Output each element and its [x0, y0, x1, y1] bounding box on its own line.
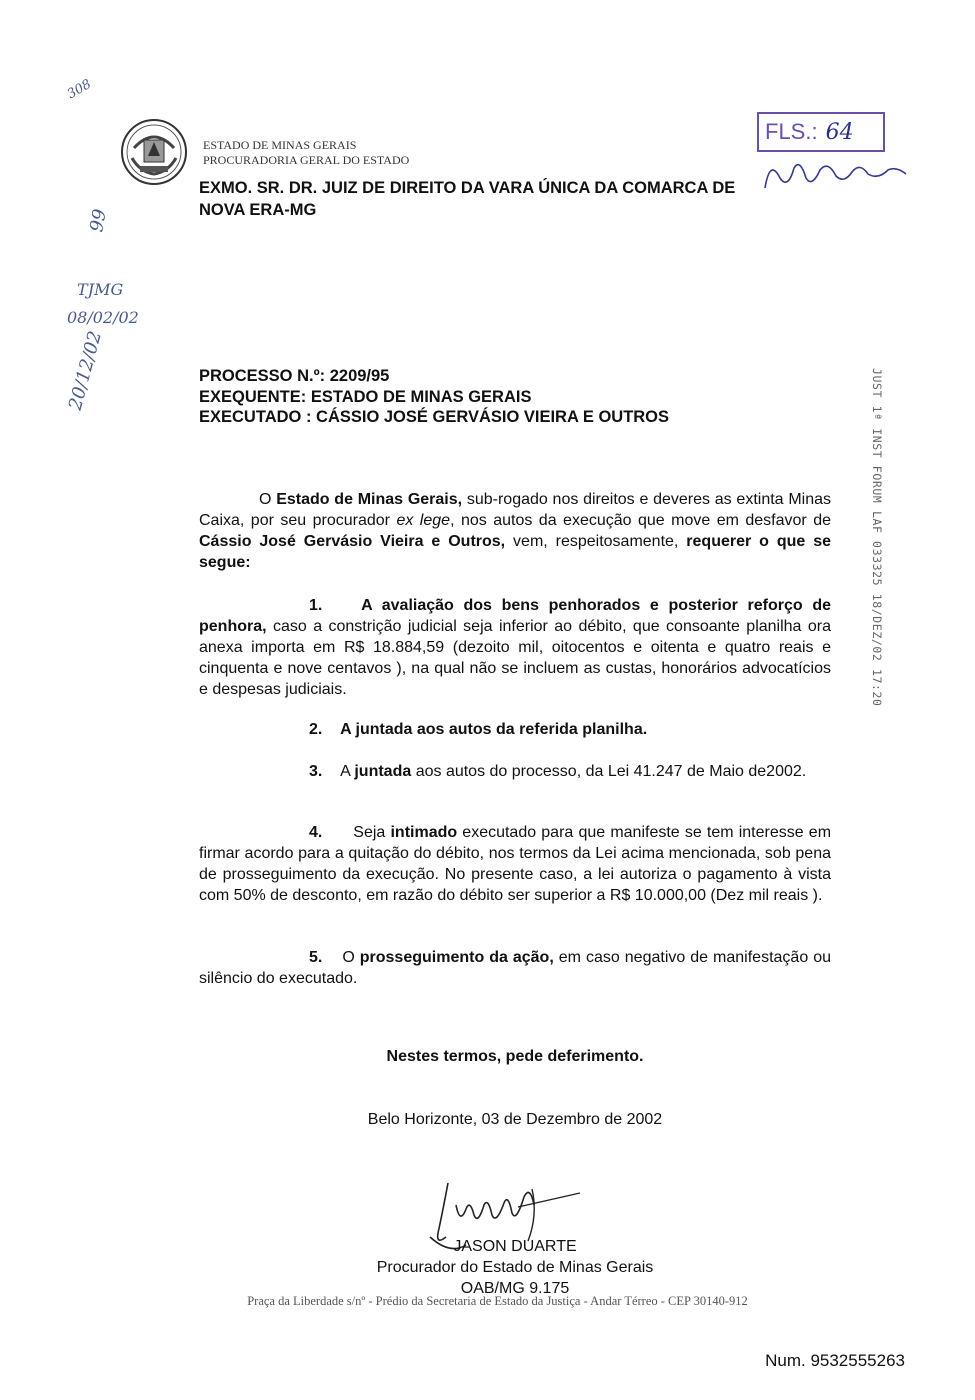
text-bold: prosseguimento da ação,	[359, 949, 554, 966]
addressee	[199, 177, 839, 221]
margin-note: 20/12/02	[64, 328, 107, 413]
header-state: ESTADO DE MINAS GERAIS	[203, 138, 357, 152]
process-exequente: EXEQUENTE: ESTADO DE MINAS GERAIS	[199, 387, 532, 406]
text: O	[259, 491, 277, 508]
text: aos autos do processo, da Lei 41.247 de Maio de2002.	[411, 763, 807, 780]
text: Seja	[353, 824, 391, 841]
text: A	[340, 763, 355, 780]
item-number: 5.	[309, 949, 323, 966]
text-bold: juntada	[354, 763, 412, 780]
text-bold: Estado de Minas Gerais,	[276, 491, 463, 508]
text: O	[342, 949, 360, 966]
item-number: 2.	[309, 721, 323, 738]
court-protocol-stamp: JUST 1ª INST FORUM LAF 033325 18/DEZ/02 17:20	[870, 368, 884, 707]
item-number: 1.	[309, 597, 323, 614]
footer-address: Praça da Liberdade s/nº - Prédio da Secretaria de Estado da Justiça - Andar Térreo - CEP 30140-912	[247, 1294, 748, 1308]
closing-phrase: Nestes termos, pede deferimento.	[386, 1048, 644, 1065]
request-item-2	[199, 719, 831, 740]
fls-number: 64	[825, 120, 854, 145]
header-org	[203, 138, 409, 168]
handwritten-margin-notes	[55, 70, 195, 430]
text-bold: requerer o que se segue:	[199, 533, 831, 571]
margin-note: 308	[64, 76, 94, 103]
item-number: 4.	[309, 824, 323, 841]
addressee-line1: EXMO. SR. DR. JUIZ DE DIREITO DA VARA ÚNICA DA COMARCA DE	[199, 179, 736, 197]
signer-title: Procurador do Estado de Minas Gerais	[376, 1259, 654, 1276]
text-bold: intimado	[390, 824, 458, 841]
margin-note: 99	[86, 207, 111, 234]
intro-paragraph	[199, 489, 831, 573]
document-number: Num. 9532555263	[765, 1351, 905, 1370]
process-info	[199, 366, 669, 428]
margin-note: TJMG	[77, 280, 124, 299]
text-bold: Cássio José Gervásio Vieira e Outros,	[199, 533, 506, 550]
signer-block	[340, 1236, 690, 1299]
text-italic: ex lege	[396, 512, 451, 529]
process-executado: EXECUTADO : CÁSSIO JOSÉ GERVÁSIO VIEIRA E OUTROS	[199, 408, 670, 426]
text: sub-rogado nos direitos e deveres as extinta Minas Caixa, por seu procurador	[199, 491, 832, 529]
request-item-3	[199, 761, 831, 782]
addressee-line2: NOVA ERA-MG	[199, 201, 317, 219]
fls-label: FLS.:	[765, 119, 818, 144]
text: caso a constrição judicial seja inferior ao débito, que consoante planilha ora anexa importa em R$ 18.884,59 (dezoito mil, oitocentos e oitenta e quatro reais e cinquenta e nove centavos ), na qual não se incluem as custas, honorários advocatícios e despesas judiciais.	[199, 618, 831, 698]
text: em caso negativo de manifestação ou silêncio do executado.	[199, 949, 832, 987]
text: executado para que manifeste se tem interesse em firmar acordo para a quitação do débito, nos termos da Lei acima mencionada, sob pena de prosseguimento da execução. No presente caso, a lei autoriza o pagamento à vista com 50% de desconto, em razão do débito ser superior a R$ 10.000,00 (Dez mil reais ).	[199, 824, 832, 904]
margin-note: 08/02/02	[67, 308, 139, 327]
request-item-4	[199, 822, 831, 906]
text-bold: A avaliação dos bens penhorados e posterior reforço de penhora,	[199, 597, 831, 635]
fls-stamp	[757, 112, 885, 152]
request-item-5	[199, 947, 831, 989]
text: vem, respeitosamente,	[505, 533, 687, 550]
date-line: Belo Horizonte, 03 de Dezembro de 2002	[367, 1111, 663, 1128]
signer-oab: OAB/MG 9.175	[460, 1280, 570, 1297]
text: , nos autos da execução que move em desfavor de	[450, 512, 832, 529]
signer-name: JASON DUARTE	[453, 1238, 577, 1255]
item-number: 3.	[309, 763, 323, 780]
request-item-1	[199, 595, 831, 700]
header-procuradoria: PROCURADORIA GERAL DO ESTADO	[203, 153, 410, 167]
process-number: PROCESSO N.º: 2209/95	[199, 367, 390, 385]
text-bold: A juntada aos autos da referida planilha.	[340, 721, 648, 738]
